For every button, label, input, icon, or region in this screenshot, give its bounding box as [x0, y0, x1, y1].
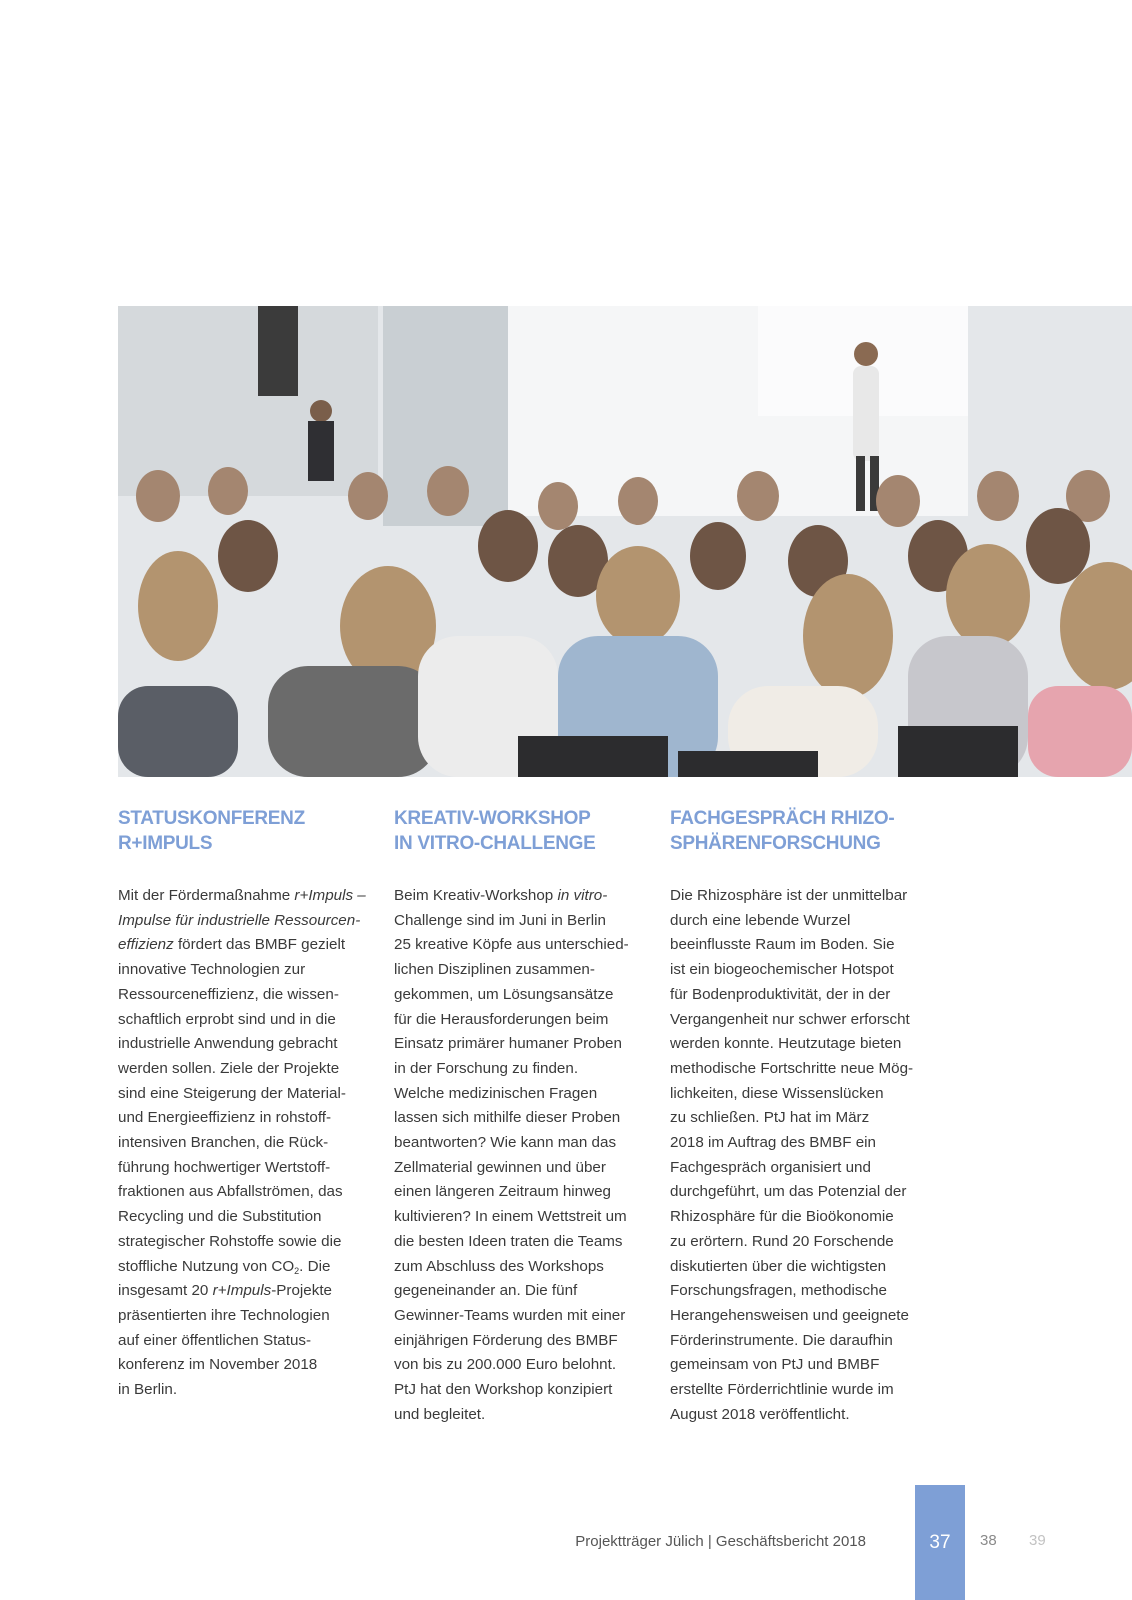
text-run: Gewinner-Teams wurden mit einer: [394, 1306, 626, 1324]
body-line: [670, 1156, 910, 1181]
body-line: [670, 1230, 910, 1255]
body-line: [394, 1180, 634, 1205]
body-line: [118, 1329, 358, 1354]
body-line: [394, 983, 634, 1008]
text-run: August 2018 veröffentlicht.: [670, 1405, 850, 1423]
body-line: [670, 1279, 910, 1304]
body-line: [670, 909, 910, 934]
text-run: Rhizosphäre für die Bioökonomie: [670, 1208, 894, 1226]
body-line: [118, 1156, 358, 1181]
body-line: [670, 1131, 910, 1156]
body-line: [118, 1279, 358, 1304]
text-run: Herangehensweisen und geeignete: [670, 1306, 909, 1324]
text-run: insgesamt 20: [118, 1282, 213, 1300]
footer-report-title: Projektträger Jülich | Geschäftsbericht 2018: [575, 1533, 866, 1550]
body-line: [670, 1304, 910, 1329]
body-line: [670, 1082, 910, 1107]
text-run: . Die: [299, 1257, 331, 1275]
body-line: [118, 1032, 358, 1057]
text-run: auf einer öffentlichen Status-: [118, 1331, 312, 1349]
text-run: führung hochwertiger Wertstoff-: [118, 1158, 331, 1176]
audience-illustration: [118, 306, 1132, 777]
text-run: Beim Kreativ-Workshop: [394, 887, 558, 904]
body-line: [394, 1255, 634, 1280]
text-run: industrielle Anwendung gebracht: [118, 1035, 338, 1053]
page-number-current[interactable]: 37: [915, 1485, 965, 1600]
text-run: lichkeiten, diese Wissenslücken: [670, 1084, 884, 1102]
body-line: [118, 1057, 358, 1082]
body-line: [394, 958, 634, 983]
body-line: [670, 1353, 910, 1378]
article-column-3: [670, 806, 914, 1427]
text-run: Mit der Fördermaßnahme: [118, 887, 295, 904]
conference-photo: [118, 306, 1132, 777]
subscript-text: 2: [294, 1265, 300, 1276]
body-line: [670, 1205, 910, 1230]
text-run: Zellmaterial gewinnen und über: [394, 1158, 606, 1176]
body-line: [394, 1353, 634, 1378]
text-run: in der Forschung zu finden.: [394, 1059, 579, 1077]
body-line: [670, 884, 910, 909]
body-line: [394, 1403, 634, 1428]
body-line: [394, 909, 634, 934]
body-line: [394, 1106, 634, 1131]
body-line: [670, 983, 910, 1008]
body-line: [118, 1106, 358, 1131]
heading-line: R+IMPULS: [118, 833, 213, 854]
text-run: 2018 im Auftrag des BMBF ein: [670, 1134, 876, 1152]
text-run: innovative Technologien zur: [118, 961, 306, 979]
body-line: [118, 958, 358, 983]
text-run: beantworten? Wie kann man das: [394, 1134, 617, 1152]
body-line: [118, 1008, 358, 1033]
italic-text: in vitro-: [557, 887, 608, 904]
article-column-1: [118, 806, 366, 1403]
article-body: [118, 884, 366, 1403]
text-run: werden konnte. Heutzutage bieten: [670, 1035, 902, 1053]
body-line: [670, 1378, 910, 1403]
body-line: [118, 909, 361, 934]
text-run: in Berlin.: [118, 1381, 178, 1399]
text-run: einjährigen Förderung des BMBF: [394, 1331, 618, 1349]
body-line: [118, 1180, 358, 1205]
text-run: stoffliche Nutzung von CO: [118, 1257, 295, 1275]
text-run: und begleitet.: [394, 1405, 486, 1423]
article-column-2: [394, 806, 634, 1427]
heading-line: IN VITRO-CHALLENGE: [394, 833, 596, 854]
italic-text: Impulse für industrielle Ressourcen-: [118, 911, 361, 929]
text-run: intensiven Branchen, die Rück-: [118, 1134, 329, 1152]
body-line: [394, 1205, 634, 1230]
text-run: Einsatz primärer humaner Proben: [394, 1035, 622, 1053]
body-line: [670, 1329, 910, 1354]
body-line: [670, 933, 910, 958]
body-line: [394, 1304, 634, 1329]
heading-line: KREATIV-WORKSHOP: [394, 808, 591, 829]
body-line: [394, 1329, 634, 1354]
text-run: erstellte Förderrichtlinie wurde im: [670, 1381, 894, 1399]
body-line: [394, 1279, 634, 1304]
text-run: präsentierten ihre Technologien: [118, 1306, 330, 1324]
text-run: von bis zu 200.000 Euro belohnt.: [394, 1356, 617, 1374]
article-heading: [118, 806, 358, 856]
body-line: [118, 1304, 358, 1329]
body-line: [118, 1082, 358, 1107]
body-line: [394, 933, 634, 958]
text-run: für Bodenproduktivität, der in der: [670, 985, 891, 1003]
italic-text: r+Impuls –: [294, 887, 366, 904]
text-run: methodische Fortschritte neue Mög-: [670, 1059, 914, 1077]
body-line: [670, 1106, 910, 1131]
body-line: [118, 1230, 358, 1255]
text-run: Die Rhizosphäre ist der unmittelbar: [670, 887, 908, 904]
text-run: durch eine lebende Wurzel: [670, 911, 851, 929]
body-line: [394, 1230, 634, 1255]
body-line: [118, 884, 366, 909]
body-line: [118, 933, 358, 958]
text-run: zum Abschluss des Workshops: [394, 1257, 604, 1275]
body-line: [118, 1131, 358, 1156]
heading-line: STATUSKONFERENZ: [118, 808, 305, 829]
text-run: -Projekte: [271, 1282, 333, 1300]
text-run: Vergangenheit nur schwer erforscht: [670, 1010, 910, 1028]
text-run: durchgeführt, um das Potenzial der: [670, 1183, 907, 1201]
body-line: [394, 1131, 634, 1156]
body-line: [670, 1032, 910, 1057]
article-body: [670, 884, 914, 1427]
text-run: Welche medizinischen Fragen: [394, 1084, 598, 1102]
text-run: diskutierten über die wichtigsten: [670, 1257, 887, 1275]
text-run: und Energieeffizienz in rohstoff-: [118, 1109, 332, 1127]
text-run: für die Herausforderungen beim: [394, 1010, 609, 1028]
body-line: [394, 1057, 634, 1082]
body-line: [394, 1378, 634, 1403]
body-line: [670, 1008, 910, 1033]
text-run: gemeinsam von PtJ und BMBF: [670, 1356, 880, 1374]
text-run: einen längeren Zeitraum hinweg: [394, 1183, 611, 1201]
heading-line: SPHÄRENFORSCHUNG: [670, 833, 881, 854]
text-run: 25 kreative Köpfe aus unterschied-: [394, 936, 629, 954]
body-line: [670, 1057, 914, 1082]
body-line: [670, 1180, 910, 1205]
text-run: PtJ hat den Workshop konzipiert: [394, 1381, 613, 1399]
text-run: werden sollen. Ziele der Projekte: [118, 1059, 340, 1077]
text-run: gegeneinander an. Die fünf: [394, 1282, 578, 1300]
text-run: strategischer Rohstoffe sowie die: [118, 1232, 342, 1250]
text-run: gekommen, um Lösungsansätze: [394, 985, 614, 1003]
text-run: zu erörtern. Rund 20 Forschende: [670, 1232, 894, 1250]
body-line: [394, 884, 634, 909]
text-run: schaftlich erprobt sind und in die: [118, 1010, 336, 1028]
body-line: [394, 1032, 634, 1057]
body-line: [118, 1353, 358, 1378]
page-number-following[interactable]: 39: [1029, 1532, 1046, 1549]
text-run: Recycling und die Substitution: [118, 1208, 322, 1226]
article-heading: [670, 806, 910, 856]
body-line: [118, 1205, 358, 1230]
text-run: sind eine Steigerung der Material-: [118, 1084, 346, 1102]
text-run: Ressourceneffizienz, die wissen-: [118, 985, 339, 1003]
text-run: fördert das BMBF gezielt: [173, 936, 346, 954]
body-line: [670, 958, 910, 983]
text-run: lichen Disziplinen zusammen-: [394, 961, 595, 979]
text-run: konferenz im November 2018: [118, 1356, 318, 1374]
body-line: [118, 983, 358, 1008]
body-line: [394, 1082, 634, 1107]
text-run: die besten Ideen traten die Teams: [394, 1232, 623, 1250]
body-line: [394, 1008, 634, 1033]
text-run: Fachgespräch organisiert und: [670, 1158, 871, 1176]
text-run: Forschungsfragen, methodische: [670, 1282, 887, 1300]
page-number-next[interactable]: 38: [980, 1532, 997, 1549]
italic-text: effizienz: [118, 936, 174, 954]
body-line: [394, 1156, 634, 1181]
body-line: [118, 1255, 358, 1280]
italic-text: r+Impuls: [212, 1282, 272, 1300]
text-run: zu schließen. PtJ hat im März: [670, 1109, 870, 1127]
body-line: [670, 1255, 910, 1280]
body-line: [670, 1403, 910, 1428]
article-body: [394, 884, 634, 1427]
text-run: lassen sich mithilfe dieser Proben: [394, 1109, 621, 1127]
article-heading: [394, 806, 634, 856]
text-run: kultivieren? In einem Wettstreit um: [394, 1208, 627, 1226]
text-run: beeinflusste Raum im Boden. Sie: [670, 936, 895, 954]
text-run: ist ein biogeochemischer Hotspot: [670, 961, 894, 979]
body-line: [118, 1378, 358, 1403]
text-run: Challenge sind im Juni in Berlin: [394, 911, 606, 929]
heading-line: FACHGESPRÄCH RHIZO-: [670, 808, 895, 829]
text-run: fraktionen aus Abfallströmen, das: [118, 1183, 343, 1201]
text-run: Förderinstrumente. Die daraufhin: [670, 1331, 893, 1349]
